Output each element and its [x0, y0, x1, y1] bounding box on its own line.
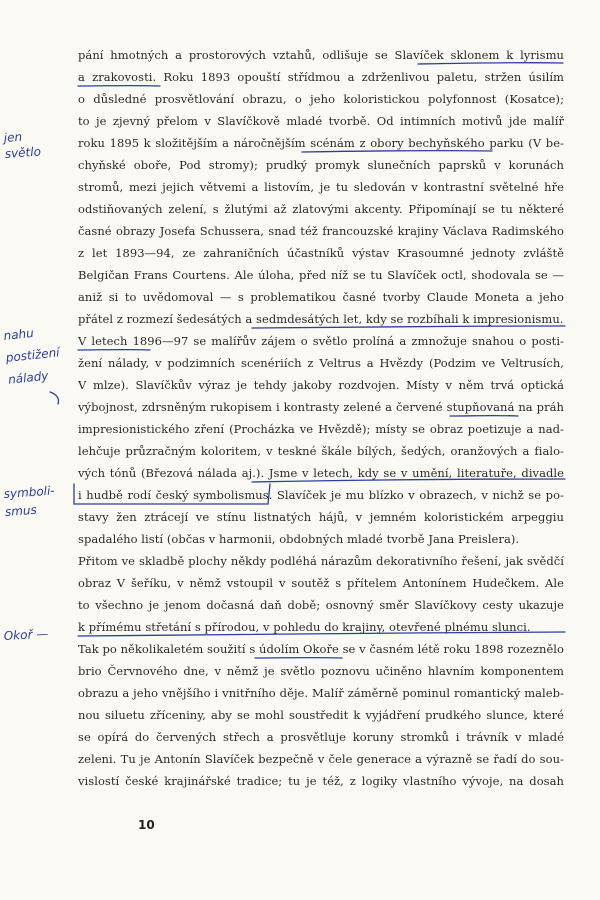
text-line: se opírá do červených střech a prosvětluje koruny stromků i trávník v mladé	[78, 730, 564, 744]
text-line: odstiňovaných zelení, s žlutými až zlatovými akcenty. Připomínají se tu některé	[78, 202, 564, 216]
text-line: výbojnost, zdrsněným rukopisem i kontrasty zelené a červené stupňovaná na práh	[78, 400, 564, 414]
text-line: pání hmotných a prostorových vztahů, odlišuje se Slavíček sklonem k lyrismu	[78, 48, 564, 62]
text-line: to je zjevný přelom v Slavíčkově mladé tvorbě. Od intimních motivů jde malíř	[78, 114, 564, 128]
text-line: stavy žen ztrácejí ve stínu listnatých hájů, v jemném koloristickém arpeggiu	[78, 510, 564, 524]
text-line: brio Červnového dne, v němž je světlo poznovu učiněno hlavním komponentem	[78, 664, 564, 678]
text-line: V mlze). Slavíčkův výraz je tehdy jakoby rozdvojen. Místy v něm trvá optická	[78, 378, 564, 392]
text-line: vislostí české krajinářské tradice; tu je též, z logiky vlastního vývoje, na dosah	[78, 774, 564, 788]
text-line: Přitom ve skladbě plochy někdy podléhá nárazům dekorativního řešení, jak svědčí	[78, 554, 564, 568]
text-line: Tak po několikaletém soužití s údolím Okoře se v časném létě roku 1898 rozeznělo	[78, 642, 564, 656]
text-line: z let 1893—94, ze zahraničních účastníků výstav Krasoumné jednoty zvláště	[78, 246, 564, 260]
text-line: roku 1895 k složitějším a náročnějším scénám z obory bechyňského parku (V be-	[78, 136, 564, 150]
text-line: zeleni. Tu je Antonín Slavíček bezpečně v čele generace a výrazně se řadí do sou-	[78, 752, 564, 766]
text-line: o důsledné prosvětlování obrazu, o jeho koloristickou polyfonnost (Kosatce);	[78, 92, 564, 106]
margin-arrow-1	[50, 392, 59, 404]
text-line: to všechno je jenom dočasná daň době; osnovný směr Slavíčkovy cesty ukazuje	[78, 598, 564, 612]
text-line: i hudbě rodí český symbolismus. Slavíček je mu blízko v obrazech, v nichž se po-	[78, 488, 564, 502]
text-line: chyňské oboře, Pod stromy); prudký promyk slunečních paprsků v korunách	[78, 158, 564, 172]
text-line: stromů, mezi jejich větvemi a listovím, je tu sledován v kontrastní světelné hře	[78, 180, 564, 194]
text-line: spadalého listí (občas v harmonii, obdobných mladé tvorbě Jana Preislera).	[78, 532, 520, 546]
text-line: obraz V šeříku, v němž vstoupil v soutěž s přítelem Antonínem Hudečkem. Ale	[78, 576, 564, 590]
margin-note-postizeni: nahupostiženínálady	[2, 325, 61, 387]
text-line: vých tónů (Březová nálada aj.). Jsme v letech, kdy se v umění, literatuře, divadle	[78, 466, 564, 480]
text-line: Belgičan Frans Courtens. Ale úloha, před níž se tu Slavíček octl, shodovala se —	[78, 268, 564, 282]
text-line: impresionistického zření (Procházka ve Hvězdě); místy se obraz poetizuje a nad-	[78, 422, 564, 436]
page-number: 10	[138, 818, 155, 832]
text-line: aniž si to uvědomoval — s problematikou časné tvorby Claude Moneta a jeho	[78, 290, 564, 304]
text-line: a zrakovosti. Roku 1893 opouští střídmou a zdrženlivou paletu, stržen úsilím	[78, 70, 564, 84]
text-line: přátel z rozmezí šedesátých a sedmdesátých let, kdy se rozbíhali k impresionismu.	[78, 312, 564, 326]
text-line: obrazu a jeho vnějšího i vnitřního děje. Malíř záměrně pominul romantický maleb-	[78, 686, 564, 700]
text-line: V letech 1896—97 se malířův zájem o světlo prolíná a zmnožuje snahou o posti-	[78, 334, 564, 348]
margin-note-symbolismus: symboli-smus	[3, 483, 56, 519]
margin-note-jen-svetlo: jensvětlo	[3, 129, 42, 161]
body-text	[78, 44, 564, 792]
text-line: nou siluetu zříceniny, aby se mohl soustředit k vyjádření prudkého slunce, které	[78, 708, 564, 722]
text-line: žení nálady, v podzimních scenériích z Veltrus a Hvězdy (Podzim ve Veltrusích,	[78, 356, 564, 370]
text-line: k přímému střetání s přírodou, v pohledu do krajiny, otevřené plnému slunci.	[78, 620, 531, 634]
text-line: časné obrazy Josefa Schussera, snad též francouzské krajiny Václava Radimského	[78, 224, 564, 238]
margin-note-okor: Okoř —	[3, 626, 49, 643]
text-line: lehčuje průzračným koloritem, v teskné škále bílých, šedých, oranžových a fialo-	[78, 444, 564, 458]
